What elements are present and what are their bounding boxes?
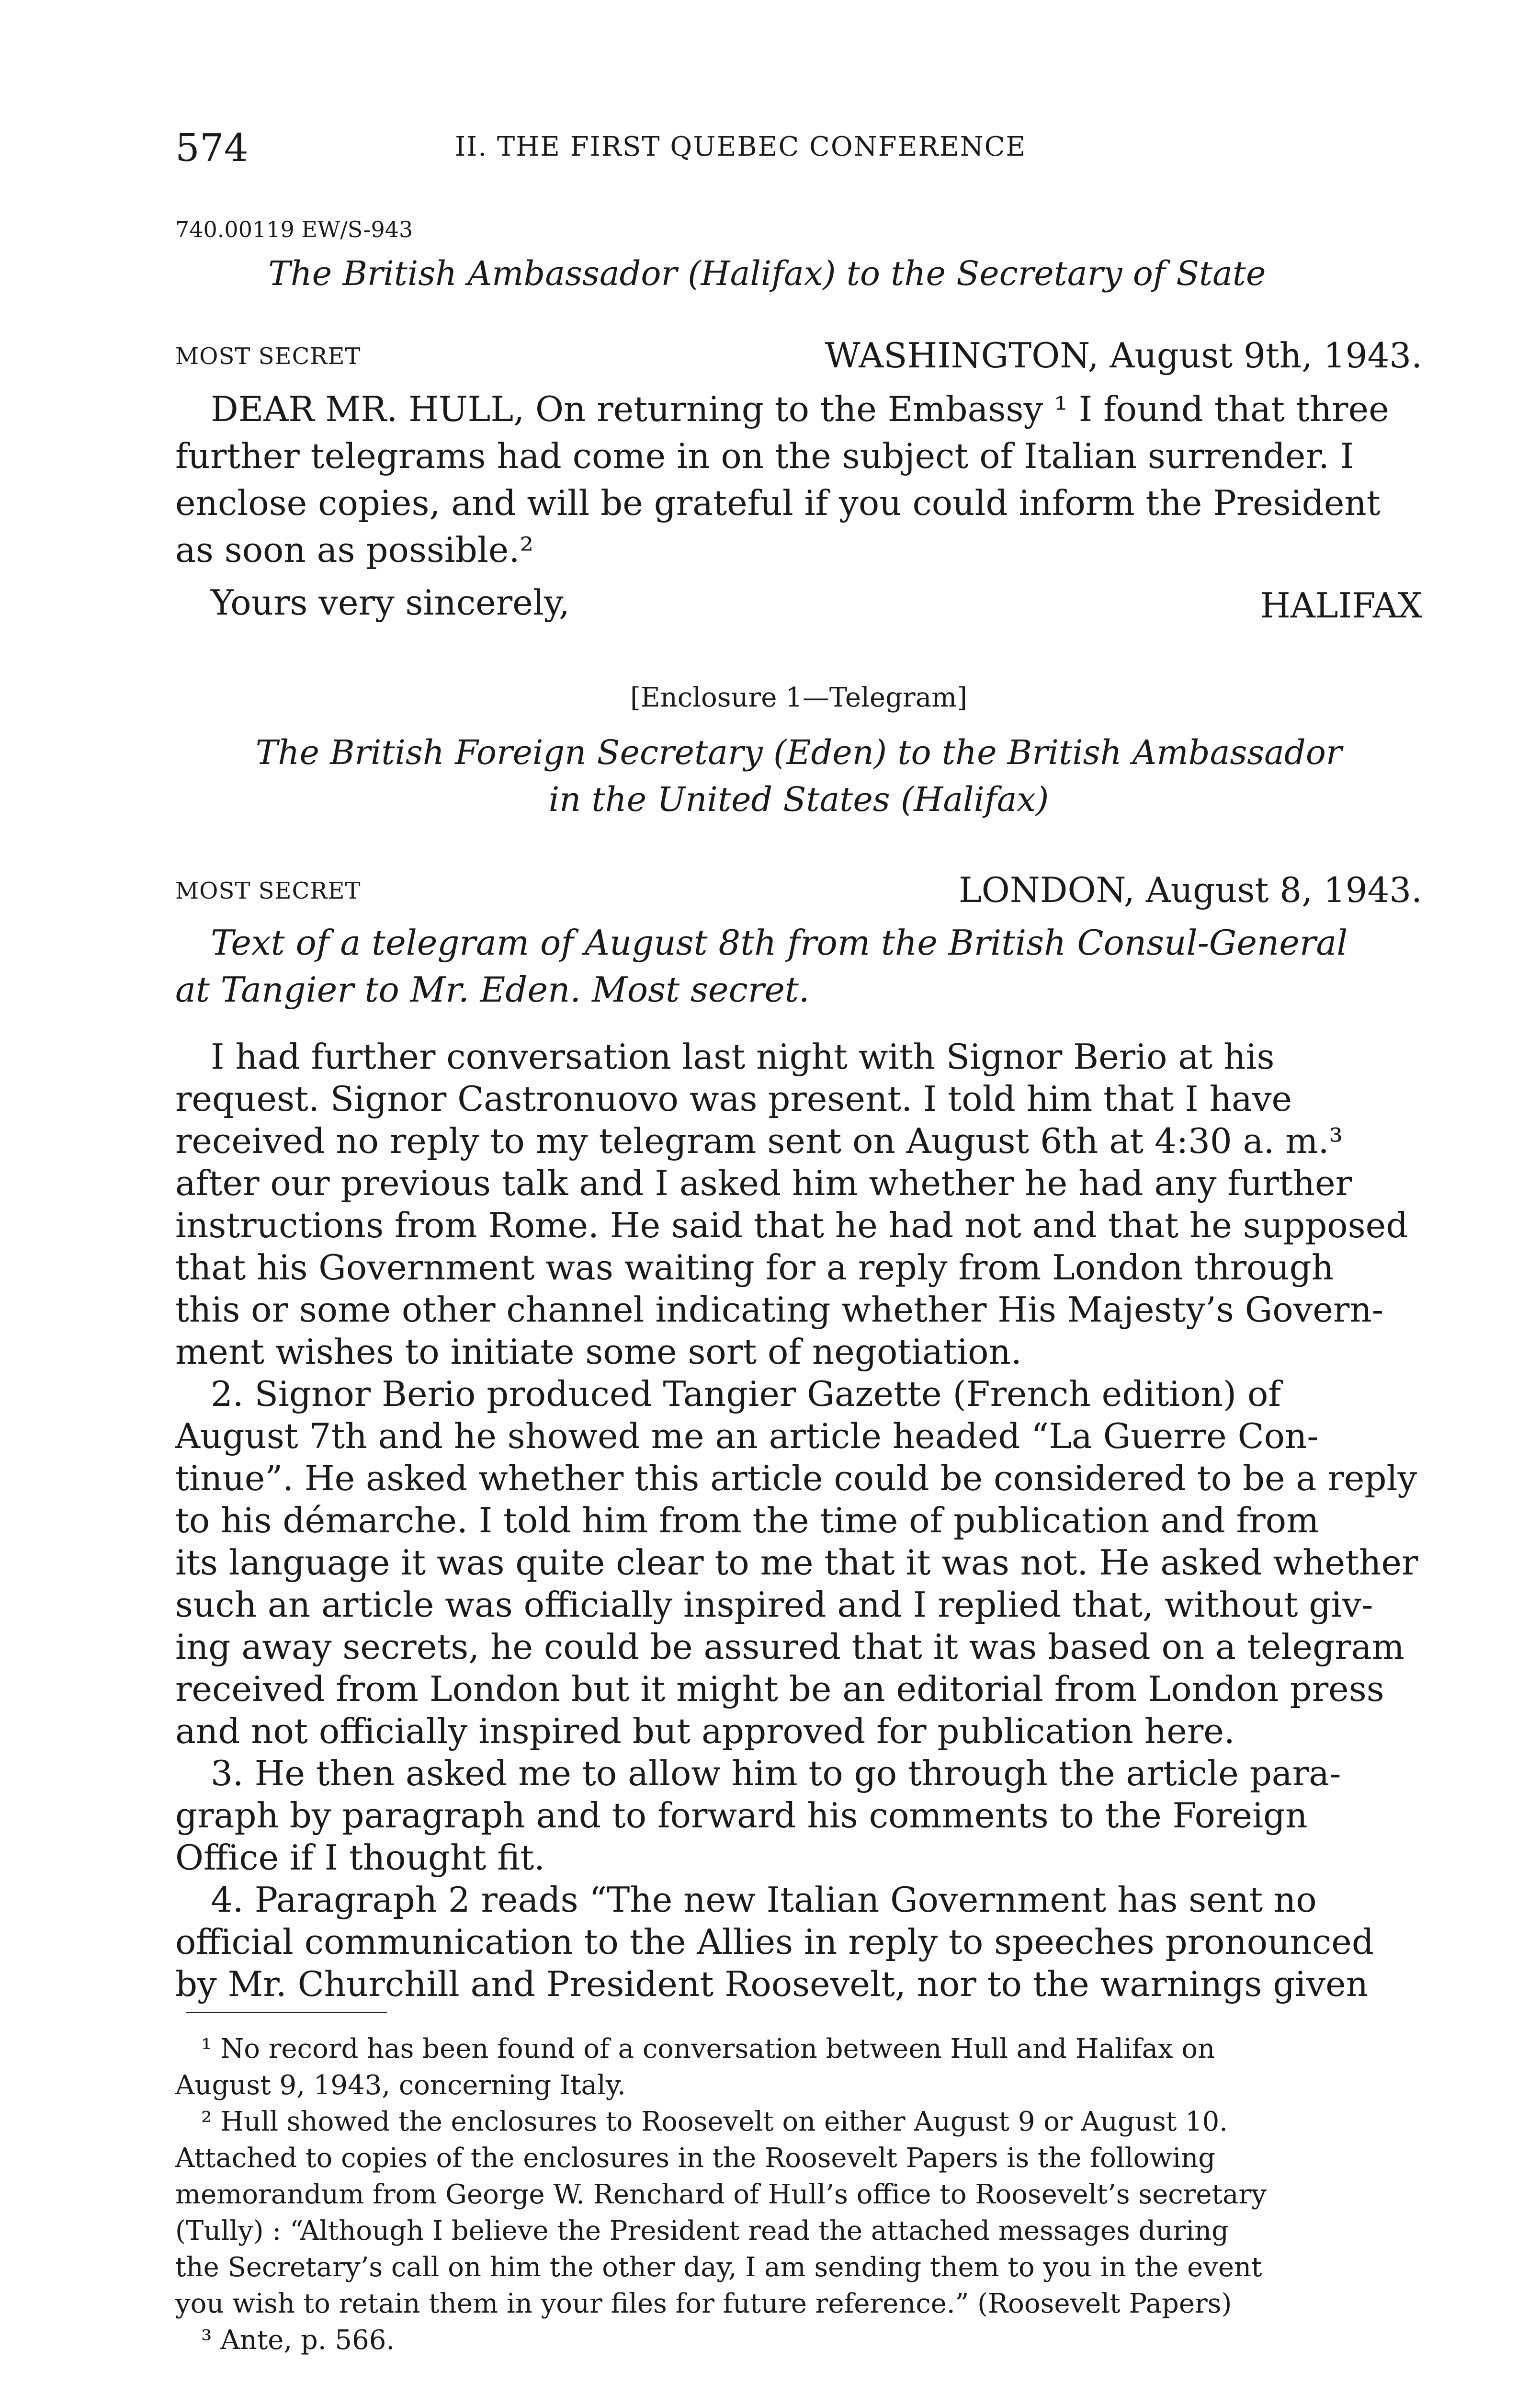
classification: MOST SECRET: [175, 343, 361, 370]
letter-line: enclose copies, and will be grateful if you could inform the President: [175, 483, 1381, 523]
telegram-line: tinue”. He asked whether this article could be considered to be a reply: [175, 1458, 1417, 1498]
closing: Yours very sincerely,: [211, 582, 570, 623]
footnote-line: you wish to retain them in your files for future reference.” (Roosevelt Papers): [175, 2288, 1232, 2319]
telegram-line: received no reply to my telegram sent on August 6th at 4:30 a. m.³: [175, 1121, 1343, 1161]
telegram-line: such an article was officially inspired and I replied that, without giv-: [175, 1585, 1373, 1625]
enclosure-title-1: The British Foreign Secretary (Eden) to the British Ambassador: [255, 733, 1342, 772]
footnote-line: memorandum from George W. Renchard of Hull’s office to Roosevelt’s secretary: [175, 2179, 1267, 2210]
telegram-line: 4. Paragraph 2 reads “The new Italian Government has sent no: [211, 1880, 1317, 1920]
footnote-line: August 9, 1943, concerning Italy.: [175, 2070, 626, 2101]
enclosure-intro: Text of a telegram of August 8th from the British Consul-General: [211, 923, 1348, 963]
telegram-line: I had further conversation last night with Signor Berio at his: [211, 1037, 1275, 1077]
telegram-line: official communication to the Allies in reply to speeches pronounced: [175, 1922, 1374, 1962]
telegram-line: its language it was quite clear to me that it was not. He asked whether: [175, 1542, 1418, 1583]
footnote-line: (Tully) : “Although I believe the President read the attached messages during: [175, 2215, 1229, 2247]
enclosure-place-date: LONDON, August 8, 1943.: [958, 870, 1422, 910]
enclosure-classification: MOST SECRET: [175, 878, 361, 904]
letter-line: DEAR MR. HULL, On returning to the Embassy ¹ I found that three: [211, 389, 1389, 429]
footnote-rule: [186, 2012, 387, 2013]
letter-line: as soon as possible.²: [175, 530, 534, 570]
telegram-line: instructions from Rome. He said that he had not and that he supposed: [175, 1205, 1408, 1245]
enclosure-title-2: in the United States (Halifax): [548, 780, 1049, 819]
footnote-line: ³ Ante, p. 566.: [201, 2325, 395, 2356]
footnote-line: Attached to copies of the enclosures in the Roosevelt Papers is the following: [175, 2143, 1216, 2174]
telegram-line: by Mr. Churchill and President Roosevelt, nor to the warnings given: [175, 1964, 1369, 2004]
telegram-line: request. Signor Castronuovo was present. I told him that I have: [175, 1079, 1292, 1119]
telegram-line: and not officially inspired but approved for publication here.: [175, 1711, 1235, 1751]
signature: HALIFAX: [1260, 585, 1422, 626]
running-title: II. THE FIRST QUEBEC CONFERENCE: [455, 131, 1027, 162]
document-title: The British Ambassador (Halifax) to the Secretary of State: [268, 254, 1266, 293]
enclosure-label: [Enclosure 1—Telegram]: [630, 682, 968, 713]
footnote-line: the Secretary’s call on him the other day, I am sending them to you in the event: [175, 2252, 1262, 2283]
telegram-line: received from London but it might be an editorial from London press: [175, 1669, 1384, 1709]
telegram-line: graph by paragraph and to forward his comments to the Foreign: [175, 1795, 1308, 1836]
place-date: WASHINGTON, August 9th, 1943.: [825, 335, 1422, 376]
page-number: 574: [175, 125, 249, 170]
telegram-line: ment wishes to initiate some sort of negotiation.: [175, 1332, 1022, 1372]
telegram-line: Office if I thought fit.: [175, 1837, 545, 1878]
letter-line: further telegrams had come in on the subject of Italian surrender. I: [175, 436, 1354, 476]
telegram-line: to his démarche. I told him from the time of publication and from: [175, 1500, 1319, 1540]
enclosure-intro: at Tangier to Mr. Eden. Most secret.: [175, 969, 810, 1010]
telegram-line: ing away secrets, he could be assured that it was based on a telegram: [175, 1627, 1404, 1667]
telegram-line: 3. He then asked me to allow him to go through the article para-: [211, 1753, 1341, 1793]
file-number: 740.00119 EW/S-943: [175, 217, 413, 242]
telegram-line: August 7th and he showed me an article headed “La Guerre Con-: [175, 1416, 1319, 1456]
telegram-line: after our previous talk and I asked him whether he had any further: [175, 1163, 1352, 1203]
telegram-line: that his Government was waiting for a reply from London through: [175, 1247, 1334, 1288]
telegram-line: 2. Signor Berio produced Tangier Gazette (French edition) of: [211, 1374, 1281, 1414]
footnote-line: ¹ No record has been found of a conversation between Hull and Halifax on: [201, 2033, 1215, 2064]
footnote-line: ² Hull showed the enclosures to Roosevelt on either August 9 or August 10.: [201, 2106, 1228, 2137]
telegram-line: this or some other channel indicating whether His Majesty’s Govern-: [175, 1289, 1384, 1330]
